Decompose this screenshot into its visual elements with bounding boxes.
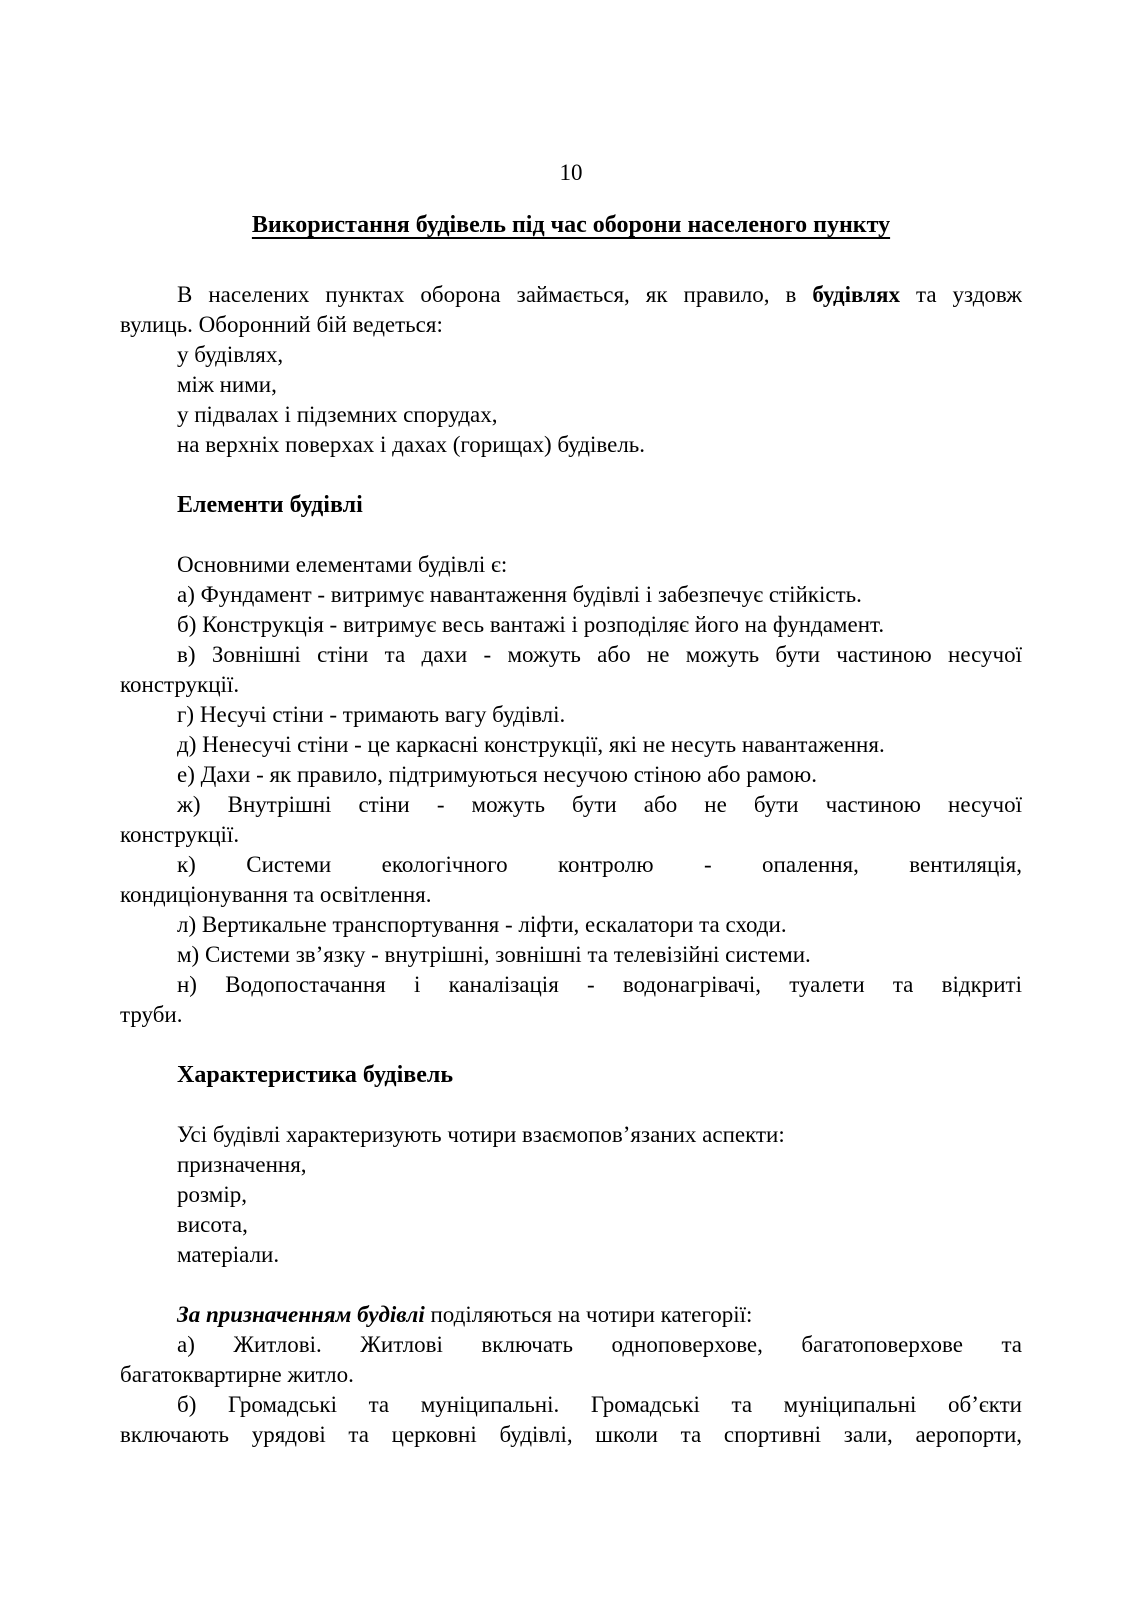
- aspect-item: призначення,: [177, 1152, 307, 1177]
- element-item-g: г) Несучі стіни - тримають вагу будівлі.: [177, 702, 566, 727]
- section-heading-elements: Елементи будівлі: [177, 492, 363, 518]
- intro-line-1: [120, 280, 1022, 310]
- page-title-text: Використання будівель під час оборони населеного пункту: [251, 212, 891, 238]
- purpose-item-a: а) Житлові. Житлові включать одноповерхове, багатоповерхове та: [177, 1332, 1022, 1357]
- element-item-k: к) Системи екологічного контролю - опалення, вентиляція,: [177, 852, 1022, 877]
- intro-line-2: вулиць. Оборонний бій ведеться:: [120, 312, 443, 337]
- purpose-item-b-cont: включають урядові та церковні будівлі, школи та спортивні зали, аеропорти,: [120, 1422, 1022, 1447]
- purpose-lead-emphasis: За призначенням будівлі: [177, 1302, 425, 1327]
- defense-location-item: у будівлях,: [177, 342, 284, 367]
- defense-location-item: між ними,: [177, 372, 277, 397]
- section-heading-characteristics: Характеристика будівель: [177, 1062, 454, 1088]
- element-item-n: н) Водопостачання і каналізація - водонагрівачі, туалети та відкриті: [177, 972, 1022, 997]
- purpose-item-a-cont: багатоквартирне житло.: [120, 1362, 354, 1387]
- aspect-item: матеріали.: [177, 1242, 280, 1267]
- page-title: [120, 210, 1022, 240]
- element-item-l: л) Вертикальне транспортування - ліфти, ескалатори та сходи.: [177, 912, 787, 937]
- element-item-k-cont: кондиціонування та освітлення.: [120, 882, 432, 907]
- purpose-lead: [120, 1300, 1022, 1330]
- aspect-item: висота,: [177, 1212, 248, 1237]
- purpose-lead-rest: поділяються на чотири категорії:: [424, 1302, 753, 1327]
- aspect-item: розмір,: [177, 1182, 247, 1207]
- intro-text-post: та уздовж: [899, 282, 1022, 307]
- intro-text-pre: В населених пунктах оборона займається, як правило, в: [177, 282, 813, 307]
- element-item-m: м) Системи зв’язку - внутрішні, зовнішні та телевізійні системи.: [177, 942, 811, 967]
- intro-bold-term: будівлях: [812, 282, 900, 307]
- element-item-zh: ж) Внутрішні стіни - можуть бути або не бути частиною несучої: [177, 792, 1022, 817]
- element-item-d: д) Ненесучі стіни - це каркасні конструкції, які не несуть навантаження.: [177, 732, 885, 757]
- element-item-n-cont: труби.: [120, 1002, 183, 1027]
- element-item-e: е) Дахи - як правило, підтримуються несучою стіною або рамою.: [177, 762, 817, 787]
- page-number: 10: [559, 160, 583, 185]
- characteristics-lead: Усі будівлі характеризують чотири взаємопов’язаних аспекти:: [177, 1122, 785, 1147]
- element-item-zh-cont: конструкції.: [120, 822, 240, 847]
- purpose-item-b: б) Громадські та муніципальні. Громадські та муніципальні об’єкти: [177, 1392, 1022, 1417]
- defense-location-item: на верхніх поверхах і дахах (горищах) будівель.: [177, 432, 646, 457]
- elements-lead: Основними елементами будівлі є:: [177, 552, 508, 577]
- element-item-b: б) Конструкція - витримує весь вантажі і розподіляє його на фундамент.: [177, 612, 885, 637]
- defense-location-item: у підвалах і підземних спорудах,: [177, 402, 498, 427]
- element-item-a: а) Фундамент - витримує навантаження будівлі і забезпечує стійкість.: [177, 582, 862, 607]
- element-item-v: в) Зовнішні стіни та дахи - можуть або не можуть бути частиною несучої: [177, 642, 1022, 667]
- element-item-v-cont: конструкції.: [120, 672, 240, 697]
